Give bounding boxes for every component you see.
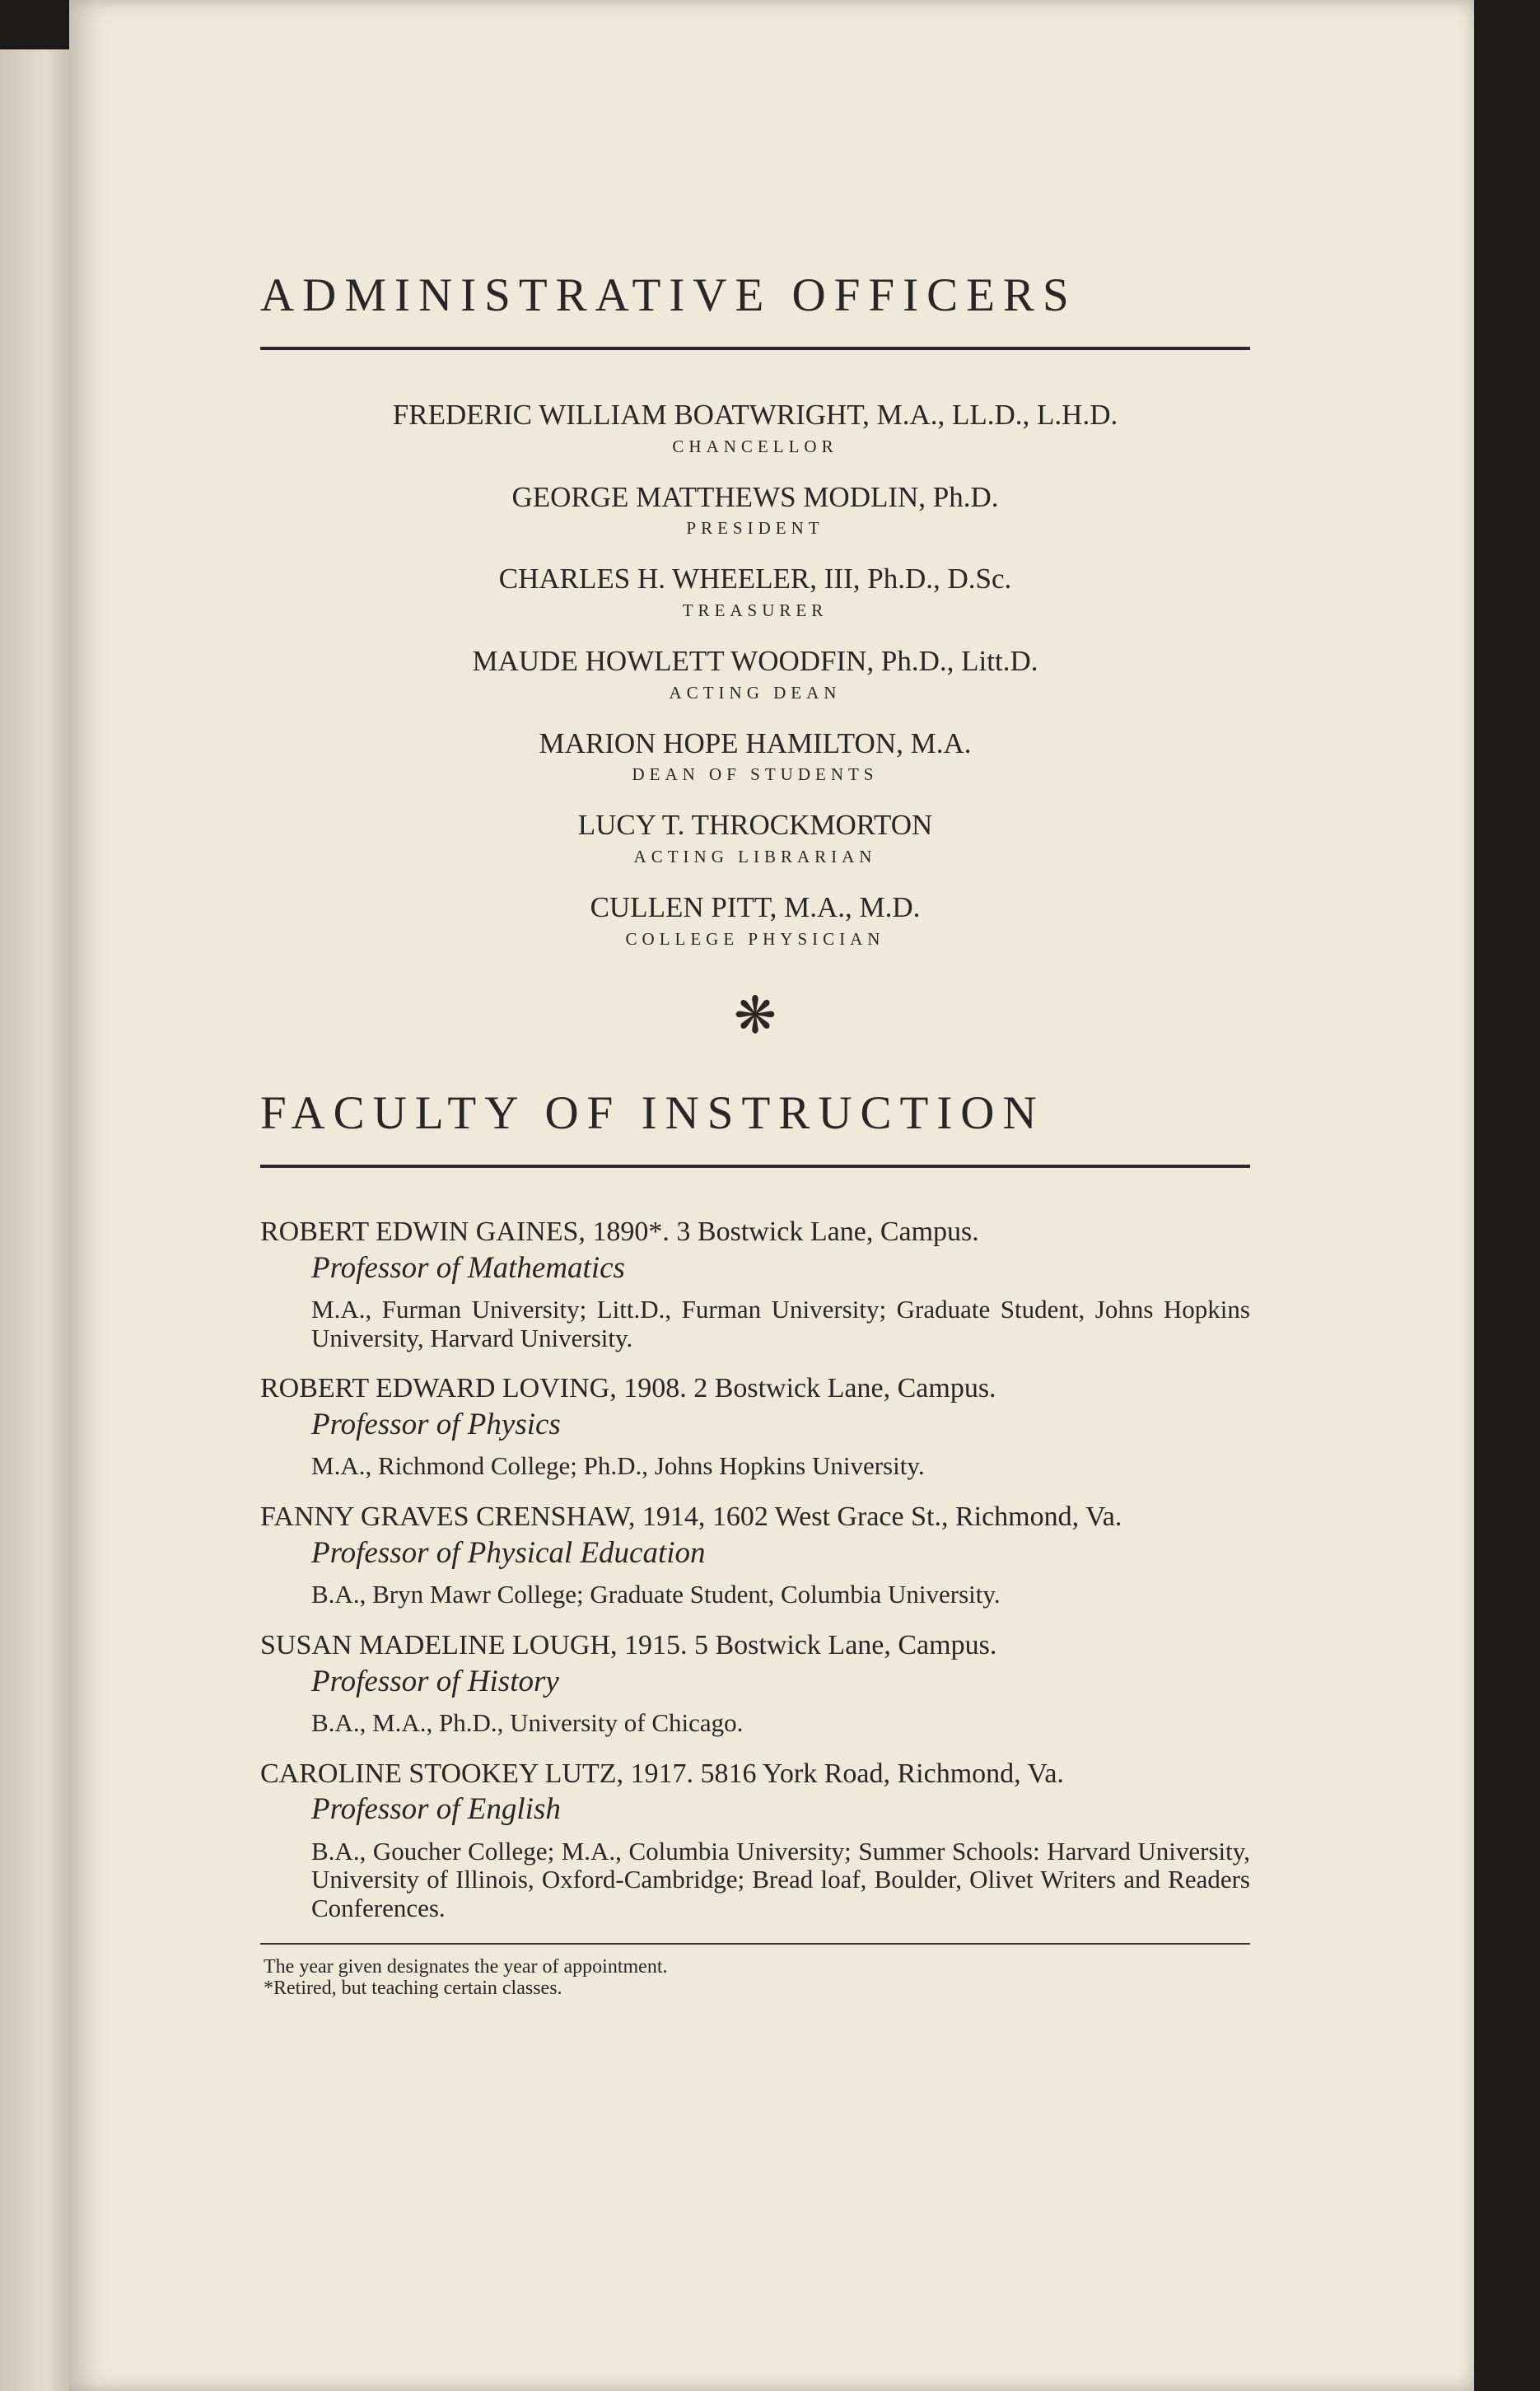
officer-title: ACTING DEAN xyxy=(669,682,842,703)
officer-entry xyxy=(260,646,1250,703)
faculty-credentials: B.A., Bryn Mawr College; Graduate Student, Columbia University. xyxy=(311,1580,1001,1609)
officer-title: CHANCELLOR xyxy=(672,436,838,456)
faculty-entry xyxy=(260,1372,1250,1481)
officer-entry xyxy=(260,563,1250,621)
faculty-name-address: CAROLINE STOOKEY LUTZ, 1917. 5816 York Road, Richmond, Va. xyxy=(260,1758,1064,1789)
officer-entry xyxy=(260,892,1250,950)
faculty-credentials: M.A., Furman University; Litt.D., Furman University; Graduate Student, Johns Hopkins University, Harvard University. xyxy=(311,1294,1250,1352)
faculty-entry xyxy=(260,1216,1250,1352)
faculty-entry xyxy=(260,1501,1250,1609)
officer-title: DEAN OF STUDENTS xyxy=(632,764,879,785)
faculty-name-address: ROBERT EDWARD LOVING, 1908. 2 Bostwick Lane, Campus. xyxy=(260,1373,996,1404)
page-content xyxy=(260,269,1250,2000)
heading-rule xyxy=(260,347,1250,350)
officer-name: MARION HOPE HAMILTON, M.A. xyxy=(539,726,972,759)
officer-title: COLLEGE PHYSICIAN xyxy=(625,928,885,949)
faculty-name-address: FANNY GRAVES CRENSHAW, 1914, 1602 West Grace St., Richmond, Va. xyxy=(260,1501,1122,1533)
faculty-rank: Professor of Physical Education xyxy=(311,1535,706,1570)
faculty-rank: Professor of History xyxy=(311,1664,559,1698)
footnote: *Retired, but teaching certain classes. xyxy=(264,1978,562,2000)
heading-rule xyxy=(260,1165,1250,1168)
officer-entry xyxy=(260,728,1250,786)
faculty-name-address: ROBERT EDWIN GAINES, 1890*. 3 Bostwick Lane, Campus. xyxy=(260,1216,979,1247)
officer-entry xyxy=(260,482,1250,539)
officer-title: TREASURER xyxy=(682,600,828,620)
faculty-name-address: SUSAN MADELINE LOUGH, 1915. 5 Bostwick Lane, Campus. xyxy=(260,1629,997,1660)
background-margin xyxy=(1474,0,1540,2391)
faculty-credentials: M.A., Richmond College; Ph.D., Johns Hopkins University. xyxy=(311,1451,925,1481)
officer-name: GEORGE MATTHEWS MODLIN, Ph.D. xyxy=(511,480,999,513)
faculty-rank: Professor of Mathematics xyxy=(311,1250,625,1285)
officer-name: LUCY T. THROCKMORTON xyxy=(577,809,933,842)
officer-entry xyxy=(260,810,1250,867)
faculty-entry xyxy=(260,1629,1250,1738)
faculty-credentials: B.A., Goucher College; M.A., Columbia University; Summer Schools: Harvard University, University of Illinois, Oxford-Cambridge; Bread loaf, Boulder, Olivet Writers and Readers Conferences. xyxy=(311,1836,1250,1923)
faculty-list xyxy=(260,1216,1250,1923)
officer-title: PRESIDENT xyxy=(686,518,824,539)
officer-name: CHARLES H. WHEELER, III, Ph.D., D.Sc. xyxy=(498,563,1012,595)
faculty-credentials: B.A., M.A., Ph.D., University of Chicago. xyxy=(311,1707,744,1737)
faculty-rank: Professor of English xyxy=(311,1792,561,1827)
officer-entry xyxy=(260,399,1250,457)
officer-name: MAUDE HOWLETT WOODFIN, Ph.D., Litt.D. xyxy=(472,645,1038,678)
officer-name: FREDERIC WILLIAM BOATWRIGHT, M.A., LL.D., L.H.D. xyxy=(392,399,1118,431)
footnotes xyxy=(260,1956,1250,2000)
officer-title: ACTING LIBRARIAN xyxy=(633,846,877,866)
faculty-rank: Professor of Physics xyxy=(311,1408,561,1442)
asterisk-ornament-icon: ❋ xyxy=(734,988,777,1044)
officer-name: CULLEN PITT, M.A., M.D. xyxy=(590,891,921,924)
officers-list xyxy=(260,399,1250,950)
faculty-of-instruction-heading: FACULTY OF INSTRUCTION xyxy=(260,1086,1045,1139)
administrative-officers-heading: ADMINISTRATIVE OFFICERS xyxy=(260,269,1077,321)
footnote-rule xyxy=(260,1943,1250,1945)
faculty-entry xyxy=(260,1758,1250,1923)
footnote: The year given designates the year of appointment. xyxy=(264,1955,668,1978)
